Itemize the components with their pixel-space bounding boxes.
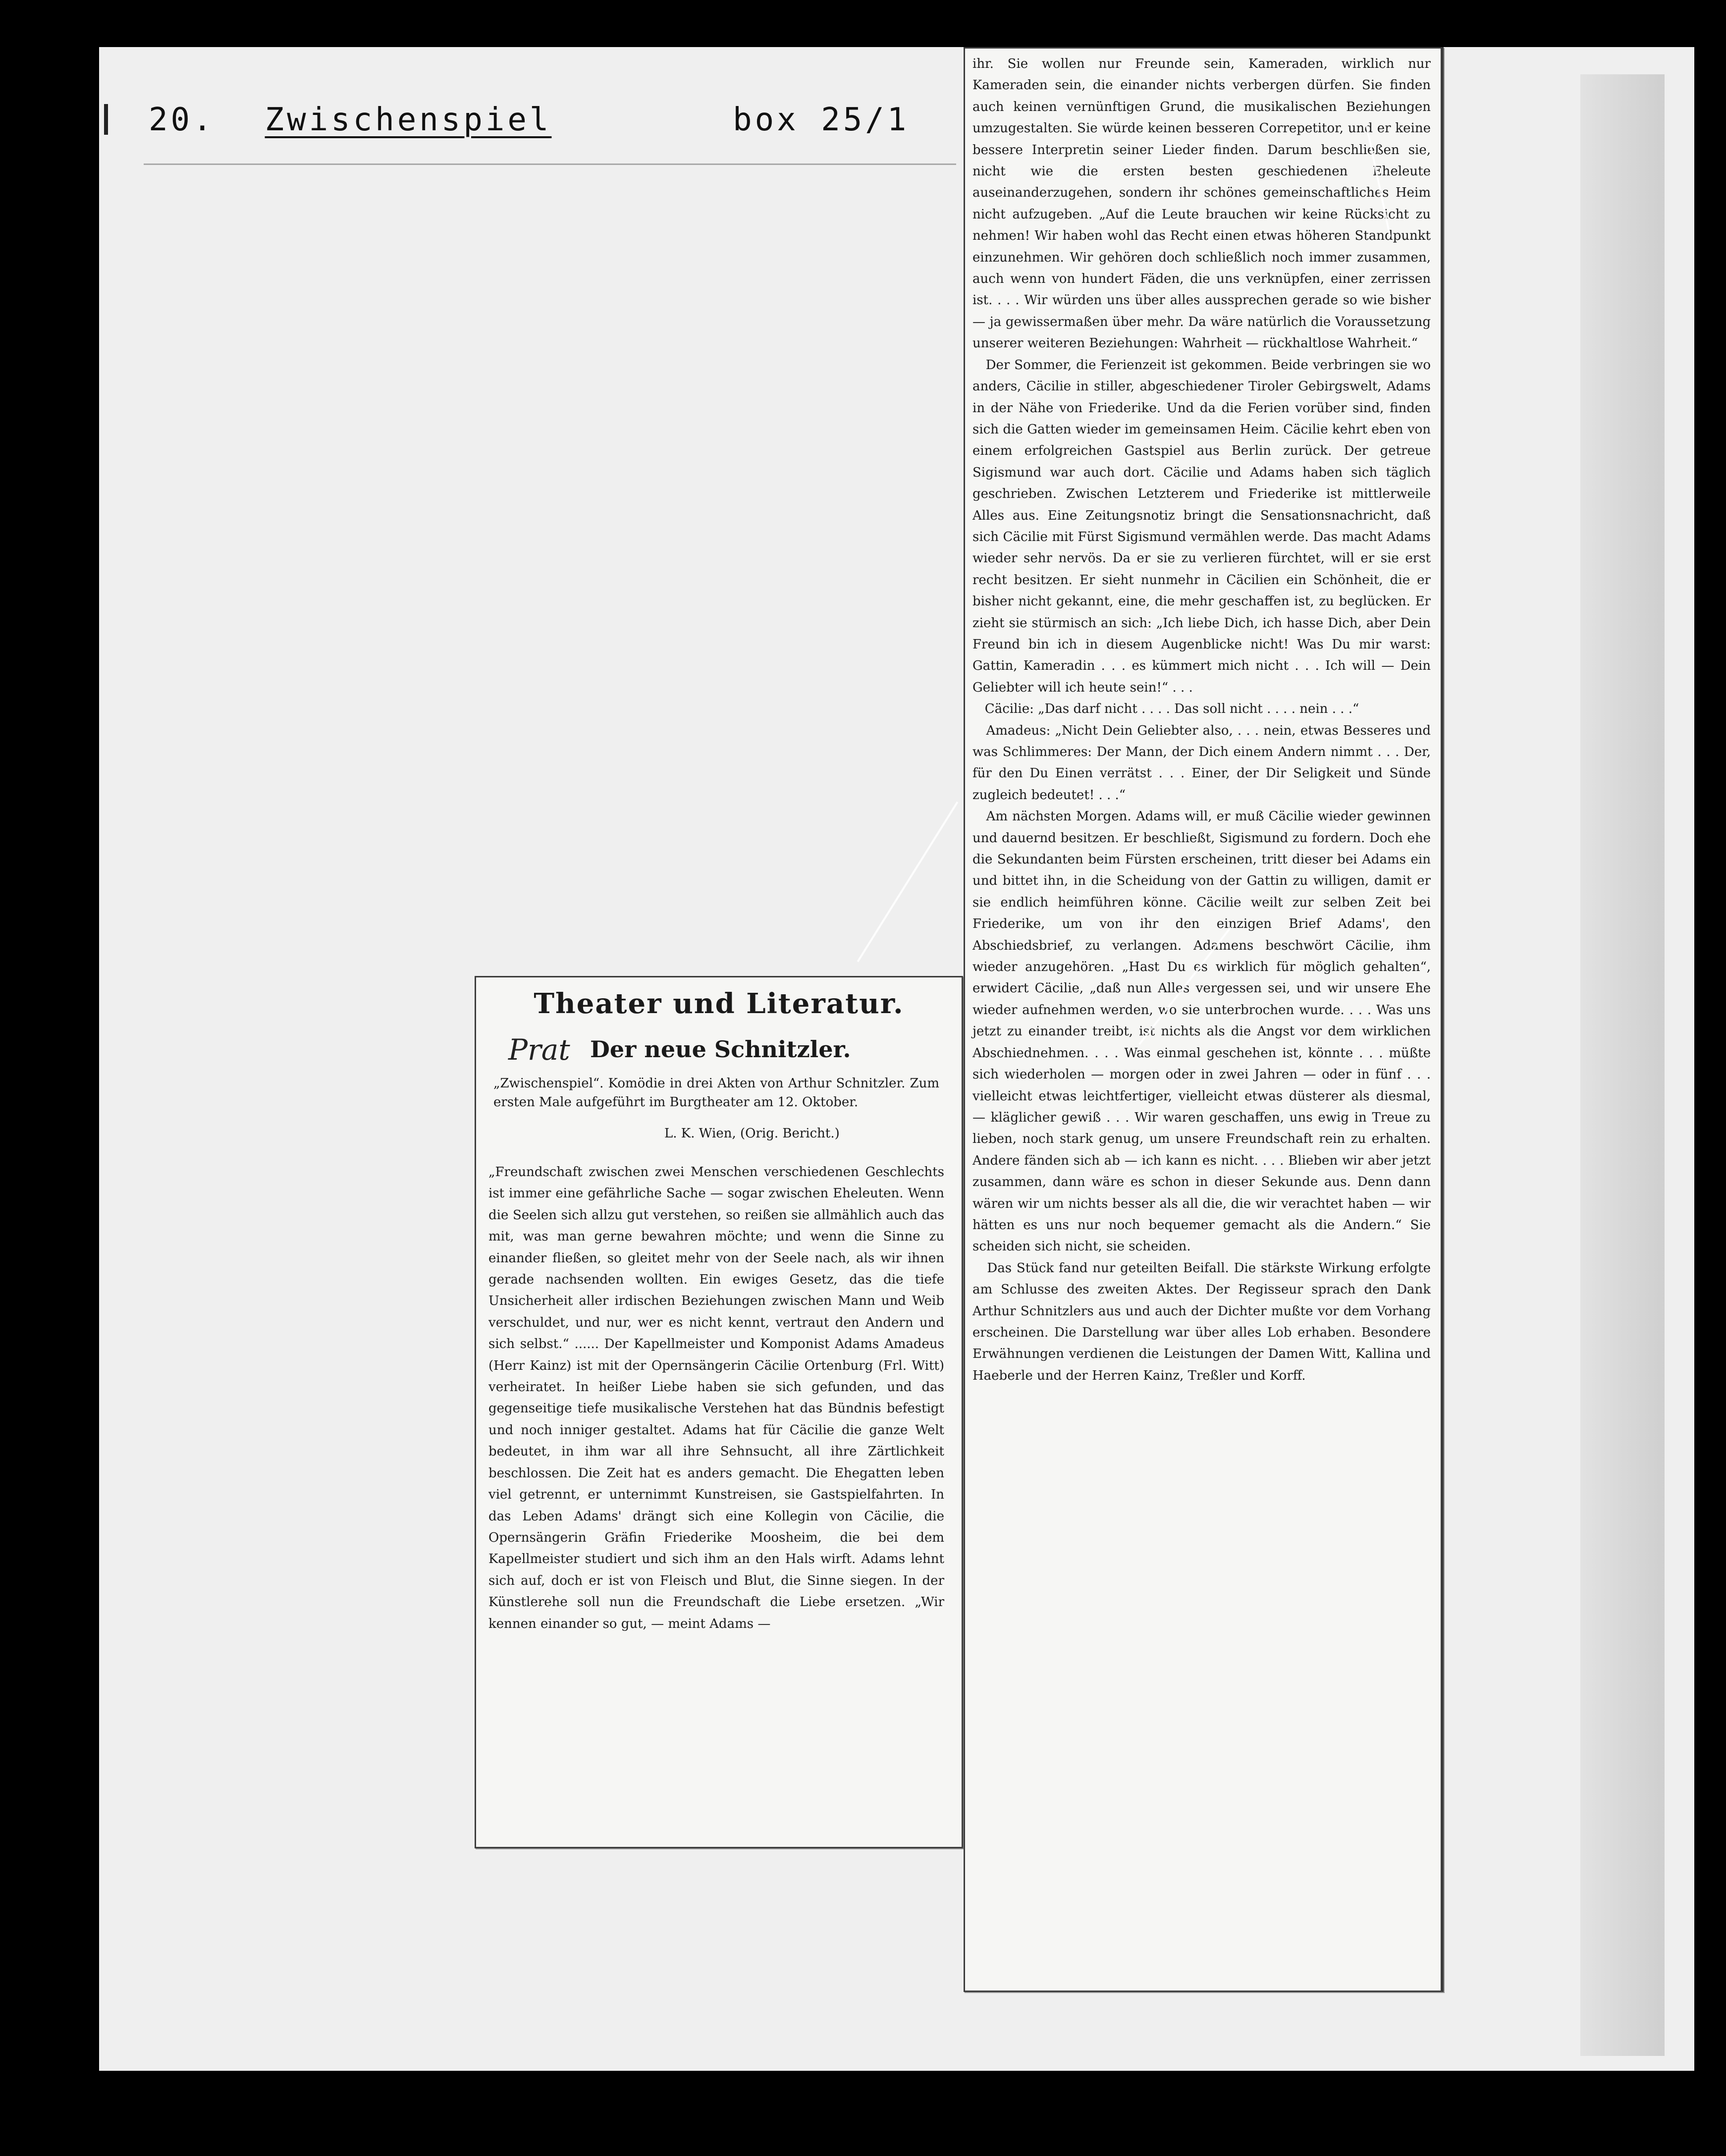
clipping-body-left: „Freundschaft zwischen zwei Menschen verschiedenen Geschlechts ist immer eine gefährliche Sache — sogar zwischen Eheleuten. Wenn die Seelen sich allzu gut verstehen, so reißen sie allmählich auch das mit, was man gerne bewahren möchte; und wenn die Sinne zu einander fließen, so gleitet mehr von der Seele nach, als wir ihnen gerade nachsenden wollten. Ein ewiges Gesetz, das die tiefe Unsicherheit aller irdischen Beziehungen zwischen Mann und Weib verschuldet, und nur, wer es nicht kennt, vertraut den Andern und sich selbst.“ ...... Der Kapellmeister und Komponist Adams Amadeus (Herr Kainz) ist mit der Opernsängerin Cäcilie Ortenburg (Frl. Witt) verheiratet. In heißer Liebe haben sie sich gefunden, und das gegenseitige tiefe musikalische Verstehen hat das Bündnis befestigt und noch inniger gestaltet. Adams hat für Cäcilie die ganze Welt bedeutet, in ihm war all ihre Sehnsucht, all ihre Zärtlichkeit beschlossen. Die Zeit hat es anders gemacht. Die Ehegatten leben viel getrennt, er unternimmt Kunstreisen, sie Gastspielfahrten. In das Leben Adams' drängt sich eine Kollegin von Cäcilie, die Opernsängerin Gräfin Friederike Moosheim, die bei dem Kapellmeister studiert und sich ihm an den Hals wirft. Adams lehnt sich auf, doch er ist von Fleisch und Blut, die Sinne siegen. In der Künstlerehe soll nun die Freundschaft die Liebe ersetzen. „Wir kennen einander so gut, — meint Adams —: [488, 1165, 949, 1631]
newspaper-clipping-left: [475, 976, 963, 1848]
archive-header: [149, 102, 909, 138]
header-number: 20.: [149, 102, 215, 138]
page-edge-shadow: [1580, 74, 1665, 2056]
clipping-subheadline: Der neue Schnitzler.: [590, 1036, 851, 1063]
handwritten-note: Prat: [508, 1033, 570, 1067]
header-margin-mark: [104, 104, 108, 135]
header-box-label: box 25/1: [733, 102, 910, 138]
clipping-byline: L. K. Wien, (Orig. Bericht.): [664, 1126, 840, 1141]
clipping-intro: „Zwischenspiel“. Komödie in drei Akten von Arthur Schnitzler. Zum ersten Male aufgeführt im Burgtheater am 12. Oktober.: [493, 1076, 939, 1110]
header-rule: [144, 163, 956, 165]
header-title: Zwischenspiel: [265, 102, 552, 138]
clipping-body-right: ihr. Sie wollen nur Freunde sein, Kameraden, wirklich nur Kameraden sein, die einander nichts verbergen dürfen. Sie finden auch keinen vernünftigen Grund, die musikalischen Beziehungen umzugestalten. Sie würde keinen besseren Correpetitor, und er keine bessere Interpretin seiner Lieder finden. Darum beschließen sie, nicht wie die ersten besten geschiedenen Eheleute auseinanderzugehen, sondern ihr schönes gemeinschaftliches Heim nicht aufzugeben. „Auf die Leute brauchen wir keine Rücksicht zu nehmen! Wir haben wohl das Recht einen etwas höheren Standpunkt einzunehmen. Wir gehören doch schließlich noch immer zusammen, auch wenn von hundert Fäden, die uns verknüpfen, einer zerrissen ist. . . . Wir würden uns über alles aussprechen gerade so wie bisher — ja gewissermaßen über mehr. Da wäre natürlich die Voraussetzung unserer weiteren Beziehungen: Wahrheit — rückhaltlose Wahrheit.“ Der Sommer, die Ferienzeit ist gekommen. Beide verbringen sie wo anders, Cäcilie in stiller, abgeschiedener Tiroler Gebirgswelt, Adams in der Nähe von Friederike. Und da die Ferien vorüber sind, finden sich die Gatten wieder im gemeinsamen Heim. Cäcilie kehrt eben von einem erfolgreichen Gastspiel aus Berlin zurück. Der getreue Sigismund war auch dort. Cäcilie und Adams haben sich täglich geschrieben. Zwischen Letzterem und Friederike ist mittlerweile Alles aus. Eine Zeitungsnotiz bringt die Sensationsnachricht, daß sich Cäcilie mit Fürst Sigismund vermählen werde. Das macht Adams wieder sehr nervös. Da er sie zu verlieren fürchtet, will er sie erst recht besitzen. Er sieht nunmehr in Cäcilien ein Schönheit, die er bisher nicht gekannt, eine, die mehr geschaffen ist, zu beglücken. Er zieht sie stürmisch an sich: „Ich liebe Dich, ich hasse Dich, aber Dein Freund bin ich in diesem Augenblicke nicht! Was Du mir warst: Gattin, Kameradin . . . es kümmert mich nicht . . . Ich will — Dein Geliebter will ich heute sein!“ . . . Cäcilie: „Das darf nicht . . . . Das soll nicht . . . . nein . . .“ Amadeus: „Nicht Dein Geliebter also, . . . nein, etwas Besseres und was Schlimmeres: Der Mann, der Dich einem Andern nimmt . . . Der, für den Du Einen verrätst . . . Einer, der Dir Seligkeit und Sünde zugleich bedeutet! . . .“ Am nächsten Morgen. Adams will, er muß Cäcilie wieder gewinnen und dauernd besitzen. Er beschließt, Sigismund zu fordern. Doch ehe die Sekundanten beim Fürsten erscheinen, tritt dieser bei Adams ein und bittet ihn, in die Scheidung von der Gattin zu willigen, damit er sie endlich heimführen könne. Cäcilie weilt zur selben Zeit bei Friederike, um von ihr den einzigen Brief Adams', den Abschiedsbrief, zu verlangen. Adamens beschwört Cäcilie, ihm wieder anzugehören. „Hast Du wirklich für möglich gehalten“, erwidert Cäcilie, „daß nun Alles vergessen sei, und wir unsere Ehe wieder aufnehmen werden, wo sie unterbrochen wurde. . . . Was uns jetzt zu einander treibt, ist nichts als die Angst vor dem wirklichen Abschiednehmen. . . . Was einmal geschehen ist, könnte . . . müßte sich wiederholen — morgen oder in zwei Jahren — oder in fünf . . . vielleicht etwas leichtfertiger, vielleicht etwas düsterer als diesmal, — kläglicher gewiß . . . Wir waren geschaffen, uns ewig in Treue zu lieben, noch stark genug, um unsere Freundschaft rein zu erhalten. Andere fänden sich ab — ich kann es nicht. . . . Blieben wir aber jetzt zusammen, dann wäre es schon in dieser Sekunde aus. Denn dann wären wir um nichts besser als all die, die wir verachtet haben — wir hätten es uns nur noch bequemer gemacht als die Andern.“ Sie scheiden sich nicht, sie scheiden. Das Stück fand nur geteilten Beifall. Die stärkste Wirkung erfolgte am Schlusse des zweiten Aktes. Der Regisseur sprach den Dank Arthur Schnitzlers aus und auch der Dichter mußte vor dem Vorhang erscheinen. Die Darstellung war über alles Lob erhaben. Besondere Erwähnungen verdienen die Leistungen der Damen Witt, Kallina und Haeberle und der Herren Kainz, Treßler und Korff.: [972, 56, 1431, 1383]
newspaper-clipping-right: [964, 47, 1444, 1992]
clipping-headline: Theater und Literatur.: [534, 987, 904, 1020]
